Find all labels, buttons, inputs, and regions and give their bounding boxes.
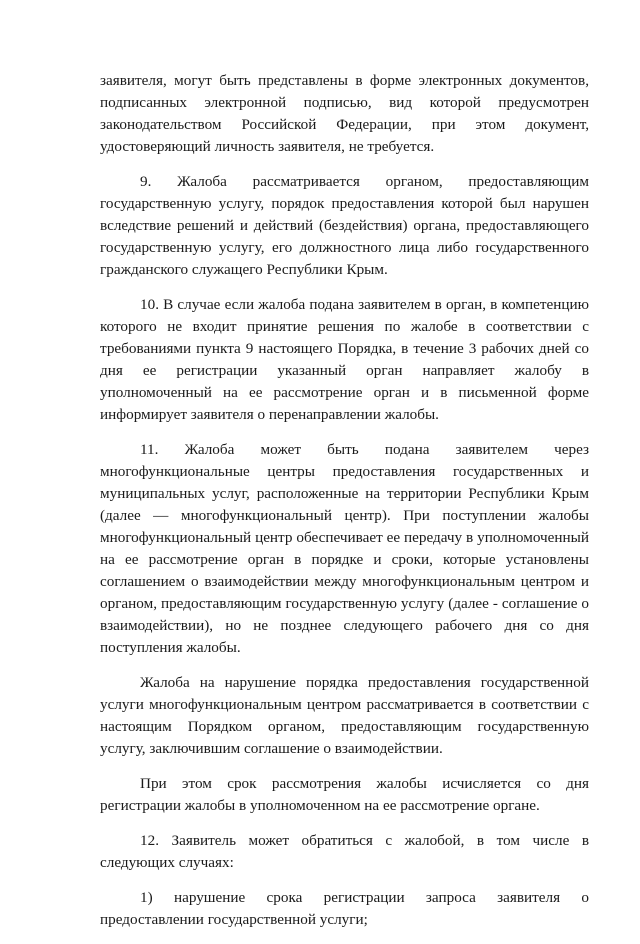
paragraph-item-10: 10. В случае если жалоба подана заявителем в орган, в компетенцию которого не входит принятие решения по жалобе в соответствии с требованиями пункта 9 настоящего Порядка, в течение 3 рабочих дней со дня ее регистрации указанный орган направляет жалобу в уполномоченный на ее рассмотрение орган и в письменной форме информирует заявителя о перенаправлении жалобы. xyxy=(100,296,589,423)
paragraph-mfc-complaint: Жалоба на нарушение порядка предоставления государственной услуги многофункциональным центром рассматривается в соответствии с настоящим Порядком органом, предоставляющим государственную услугу, заключившим соглашение о взаимодействии. xyxy=(100,674,589,757)
paragraph-item-12: 12. Заявитель может обратиться с жалобой, в том числе в следующих случаях: xyxy=(100,832,589,871)
document-page xyxy=(100,70,589,944)
paragraph-continuation: заявителя, могут быть представлены в форме электронных документов, подписанных электронной подписью, вид которой предусмотрен законодательством Российской Федерации, при этом документ, удостоверяющий личность заявителя, не требуется. xyxy=(100,72,589,155)
paragraph-item-11: 11. Жалоба может быть подана заявителем через многофункциональные центры предоставления государственных и муниципальных услуг, расположенные на территории Республики Крым (далее — многофункциональный центр). При поступлении жалобы многофункциональный центр обеспечивает ее передачу в уполномоченный на ее рассмотрение орган в порядке и сроки, которые установлены соглашением о взаимодействии между многофункциональным центром и органом, предоставляющим государственную услугу (далее - соглашение о взаимодействии), но не позднее следующего рабочего дня со дня поступления жалобы. xyxy=(100,441,589,656)
paragraph-item-9: 9. Жалоба рассматривается органом, предоставляющим государственную услугу, порядок предоставления которой был нарушен вследствие решений и действий (бездействия) органа, предоставляющего государственную услугу, его должностного лица либо государственного гражданского служащего Республики Крым. xyxy=(100,173,589,278)
paragraph-review-term: При этом срок рассмотрения жалобы исчисляется со дня регистрации жалобы в уполномоченном на ее рассмотрение органе. xyxy=(100,775,589,814)
paragraph-case-1: 1) нарушение срока регистрации запроса заявителя о предоставлении государственной услуги; xyxy=(100,889,589,928)
